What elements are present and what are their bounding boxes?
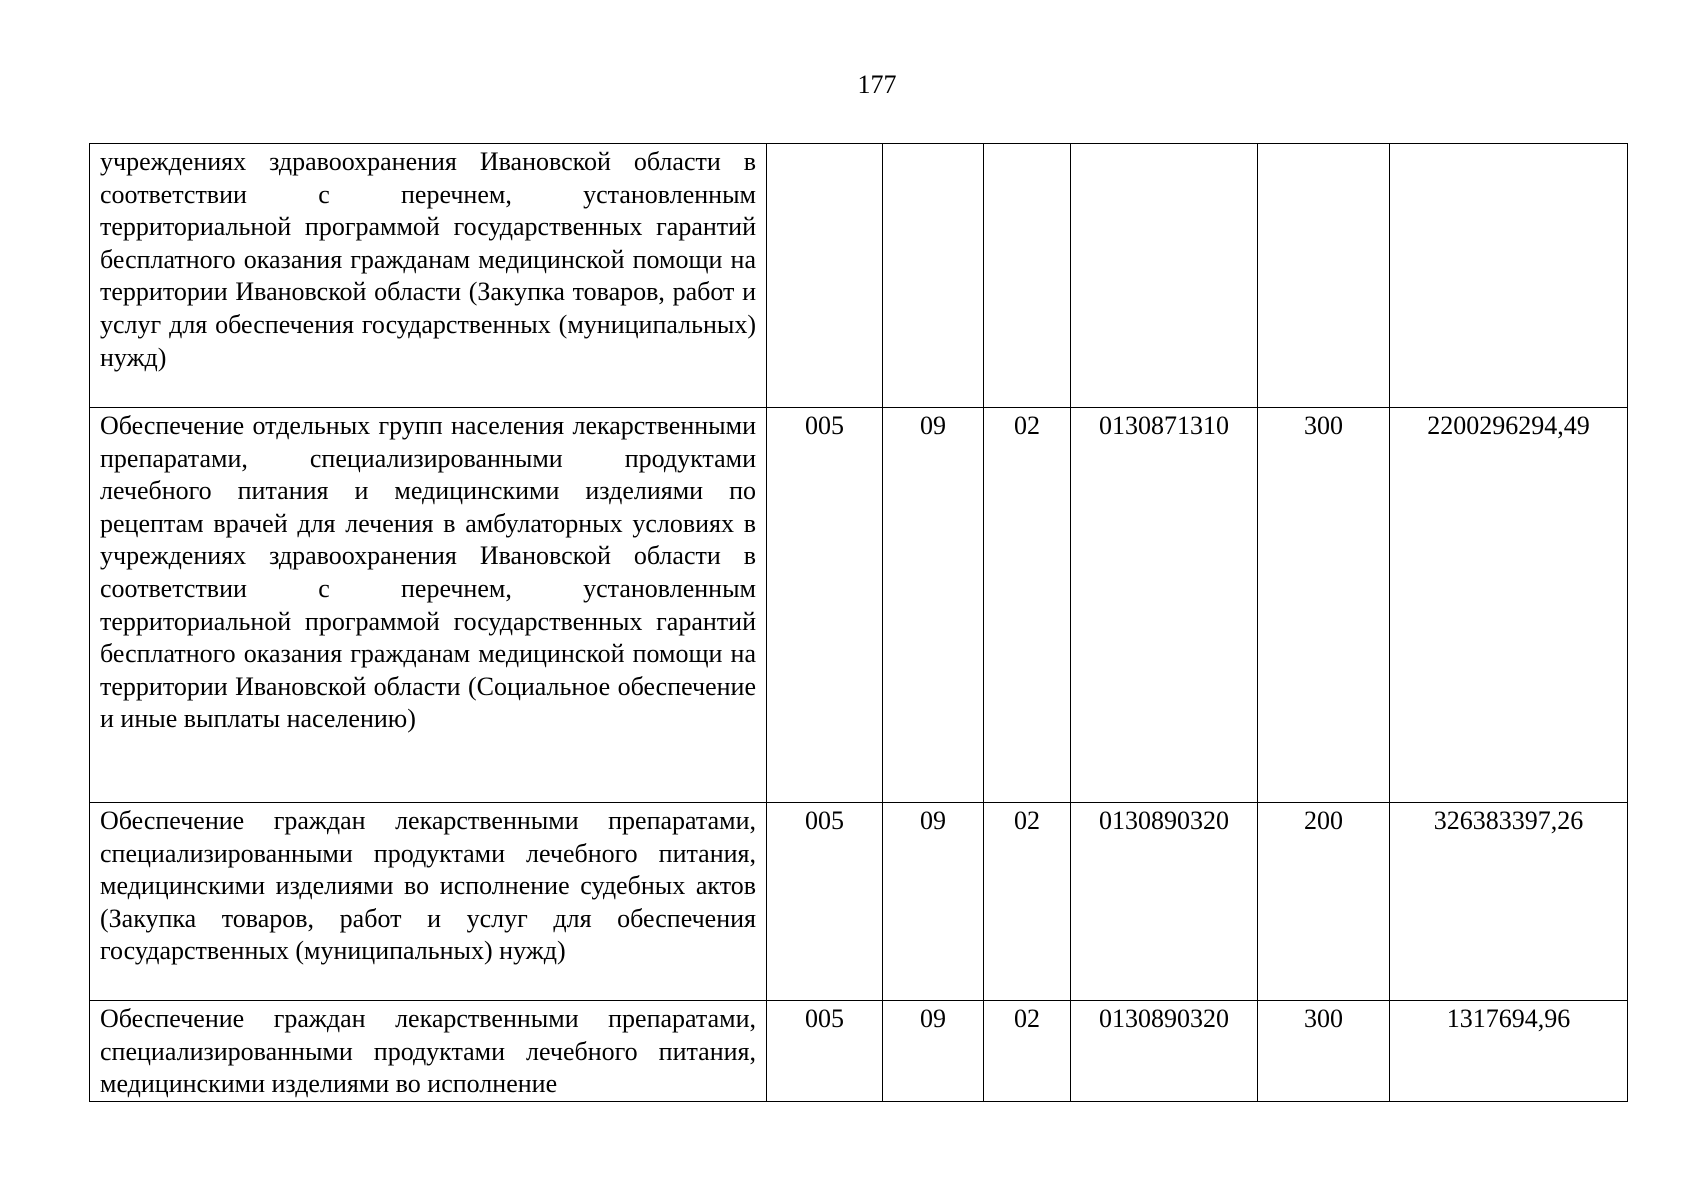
section-code: 09 <box>883 1001 984 1102</box>
expense-type-code: 300 <box>1258 408 1390 803</box>
budget-table <box>89 143 1628 1102</box>
subsection-code: 02 <box>984 1001 1071 1102</box>
table-row <box>90 144 1628 408</box>
row-description: учреждениях здравоохранения Ивановской области в соответствии с перечнем, установленным территориальной программой государственных гарантий бесплатного оказания гражданам медицинской помощи на территории Ивановской области (Закупка товаров, работ и услуг для обеспечения государственных (муниципальных) нужд) <box>90 144 767 408</box>
amount: 2200296294,49 <box>1390 408 1628 803</box>
row-description: Обеспечение граждан лекарственными препаратами, специализированными продуктами лечебного питания, медицинскими изделиями во исполнение <box>90 1001 767 1102</box>
amount <box>1390 144 1628 408</box>
table-row <box>90 408 1628 803</box>
ministry-code: 005 <box>767 408 883 803</box>
ministry-code: 005 <box>767 1001 883 1102</box>
table-row <box>90 803 1628 1001</box>
target-article-code: 0130890320 <box>1071 803 1258 1001</box>
amount: 1317694,96 <box>1390 1001 1628 1102</box>
ministry-code <box>767 144 883 408</box>
target-article-code <box>1071 144 1258 408</box>
ministry-code: 005 <box>767 803 883 1001</box>
target-article-code: 0130890320 <box>1071 1001 1258 1102</box>
row-description: Обеспечение граждан лекарственными препаратами, специализированными продуктами лечебного питания, медицинскими изделиями во исполнение судебных актов (Закупка товаров, работ и услуг для обеспечения государственных (муниципальных) нужд) <box>90 803 767 1001</box>
section-code: 09 <box>883 408 984 803</box>
subsection-code <box>984 144 1071 408</box>
expense-type-code: 200 <box>1258 803 1390 1001</box>
table-row <box>90 1001 1628 1102</box>
target-article-code: 0130871310 <box>1071 408 1258 803</box>
subsection-code: 02 <box>984 408 1071 803</box>
amount: 326383397,26 <box>1390 803 1628 1001</box>
section-code <box>883 144 984 408</box>
page-number: 177 <box>857 70 897 99</box>
expense-type-code: 300 <box>1258 1001 1390 1102</box>
row-description: Обеспечение отдельных групп населения лекарственными препаратами, специализированными продуктами лечебного питания и медицинскими изделиями по рецептам врачей для лечения в амбулаторных условиях в учреждениях здравоохранения Ивановской области в соответствии с перечнем, установленным территориальной программой государственных гарантий бесплатного оказания гражданам медицинской помощи на территории Ивановской области (Социальное обеспечение и иные выплаты населению) <box>90 408 767 803</box>
subsection-code: 02 <box>984 803 1071 1001</box>
section-code: 09 <box>883 803 984 1001</box>
expense-type-code <box>1258 144 1390 408</box>
